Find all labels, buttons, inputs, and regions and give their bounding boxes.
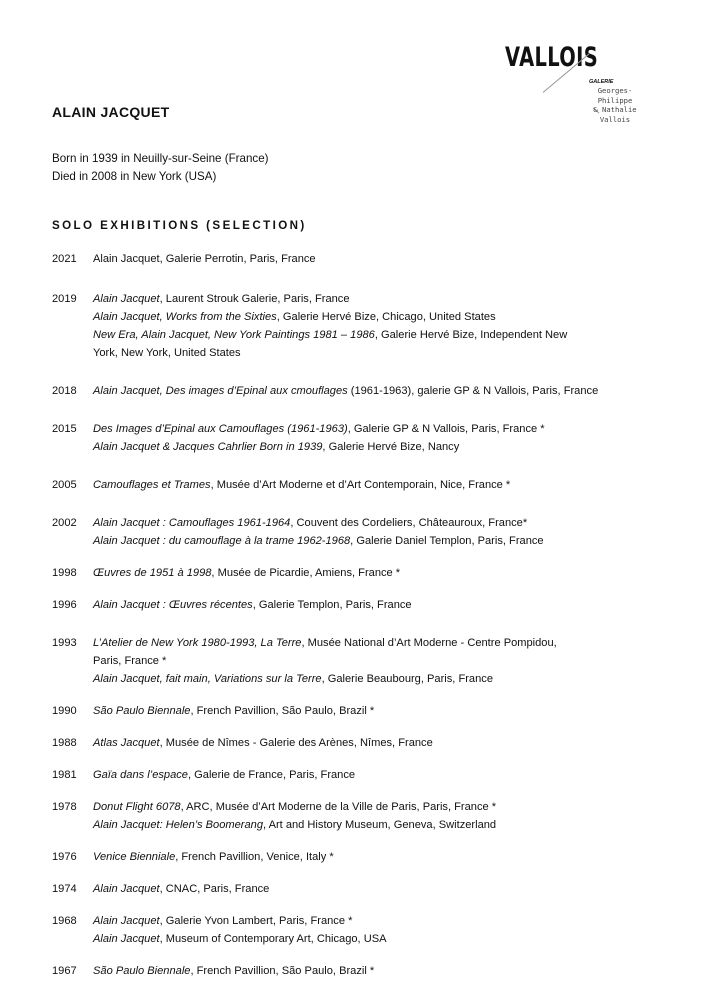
exhibition-title: Alain Jacquet (93, 293, 160, 305)
exhibition-line (93, 290, 672, 308)
exhibition-entry (52, 382, 672, 400)
exhibition-title: Alain Jacquet (93, 933, 160, 945)
exhibition-venue: , Musée de Nîmes - Galerie des Arènes, Nîmes, France (159, 737, 433, 749)
exhibition-line (93, 476, 672, 494)
exhibition-entry (52, 912, 672, 948)
exhibition-lines (93, 564, 672, 582)
exhibition-venue: , Laurent Strouk Galerie, Paris, France (159, 293, 350, 305)
exhibition-entry (52, 596, 672, 614)
exhibition-venue: , CNAC, Paris, France (159, 883, 270, 895)
exhibition-line (93, 532, 672, 550)
exhibition-venue: , French Pavillion, São Paulo, Brazil * (190, 965, 375, 977)
exhibition-title: New Era, Alain Jacquet, New York Paintings 1981 – 1986 (93, 329, 375, 341)
exhibition-line (93, 326, 672, 344)
exhibition-lines (93, 476, 672, 494)
logo-line: Georges-Philippe (597, 86, 633, 105)
exhibition-line (93, 930, 672, 948)
exhibition-venue: , Galerie Beaubourg, Paris, France (321, 673, 493, 685)
exhibition-venue: , Musée de Picardie, Amiens, France * (211, 567, 401, 579)
exhibition-venue: York, New York, United States (93, 347, 241, 359)
exhibition-year: 2018 (52, 385, 77, 397)
exhibition-venue: , ARC, Musée d’Art Moderne de la Ville de Paris, Paris, France * (180, 801, 497, 813)
exhibition-entry (52, 880, 672, 898)
exhibition-entry (52, 766, 672, 784)
exhibition-venue: (1961-1963), galerie GP & N Vallois, Paris, France (347, 385, 599, 397)
exhibition-venue: , French Pavillion, Venice, Italy * (175, 851, 334, 863)
exhibition-line (93, 250, 672, 268)
exhibition-line (93, 438, 672, 456)
exhibition-title: Des Images d’Epinal aux Camouflages (1961-1963) (93, 423, 348, 435)
exhibition-lines (93, 634, 672, 688)
exhibition-venue: , Galerie Templon, Paris, France (252, 599, 412, 611)
logo-galerie: GALERIE (589, 79, 614, 85)
exhibition-line (93, 798, 672, 816)
exhibition-lines (93, 798, 672, 834)
exhibition-line (93, 344, 672, 362)
exhibition-title: São Paulo Biennale (93, 965, 191, 977)
exhibition-line (93, 634, 672, 652)
exhibition-year: 1978 (52, 801, 77, 813)
exhibition-lines (93, 250, 672, 268)
exhibition-title: Camouflages et Trames (93, 479, 211, 491)
exhibition-year: 2005 (52, 479, 77, 491)
exhibition-title: Alain Jacquet : Camouflages 1961-1964 (93, 517, 291, 529)
logo-gallery-names (585, 86, 645, 124)
exhibition-year: 2015 (52, 423, 77, 435)
logo-line: & Nathalie (593, 105, 637, 114)
exhibition-venue: , French Pavillion, São Paulo, Brazil * (190, 705, 375, 717)
exhibition-venue: Alain Jacquet, Galerie Perrotin, Paris, France (93, 253, 316, 265)
exhibition-year: 2021 (52, 253, 77, 265)
exhibition-title: Alain Jacquet : du camouflage à la trame 1962-1968 (93, 535, 351, 547)
exhibition-title: Venice Bienniale (93, 851, 176, 863)
exhibition-line (93, 420, 672, 438)
exhibition-line (93, 766, 672, 784)
exhibition-year: 1976 (52, 851, 77, 863)
exhibition-lines (93, 880, 672, 898)
exhibition-lines (93, 766, 672, 784)
exhibition-lines (93, 290, 672, 362)
gallery-logo (505, 42, 635, 122)
exhibition-list (52, 250, 672, 980)
exhibition-line (93, 308, 672, 326)
exhibition-year: 1998 (52, 567, 77, 579)
exhibition-year: 1990 (52, 705, 77, 717)
exhibition-title: São Paulo Biennale (93, 705, 191, 717)
exhibition-title: Alain Jacquet (93, 883, 160, 895)
exhibition-year: 1993 (52, 637, 77, 649)
exhibition-year: 2002 (52, 517, 77, 529)
artist-name: ALAIN JACQUET (52, 104, 170, 120)
exhibition-line (93, 382, 672, 400)
exhibition-title: Alain Jacquet, Des images d’Epinal aux cmouflages (93, 385, 348, 397)
exhibition-venue: , Couvent des Cordeliers, Châteauroux, France* (290, 517, 528, 529)
exhibition-entry (52, 514, 672, 550)
exhibition-title: Alain Jacquet (93, 915, 160, 927)
exhibition-line (93, 848, 672, 866)
exhibition-year: 1974 (52, 883, 77, 895)
exhibition-venue: , Musée d’Art Moderne et d’Art Contemporain, Nice, France * (210, 479, 511, 491)
exhibition-year: 1996 (52, 599, 77, 611)
exhibition-title: Gaïa dans l’espace (93, 769, 188, 781)
exhibition-line (93, 962, 672, 980)
exhibition-title: Atlas Jacquet (93, 737, 160, 749)
exhibition-venue: , Museum of Contemporary Art, Chicago, USA (159, 933, 387, 945)
exhibition-venue: , Galerie Hervé Bize, Nancy (322, 441, 460, 453)
logo-brand: VALLOIS (505, 42, 599, 73)
exhibition-lines (93, 514, 672, 550)
exhibition-entry (52, 962, 672, 980)
exhibition-venue: , Galerie Yvon Lambert, Paris, France * (159, 915, 353, 927)
exhibition-title: Alain Jacquet, Works from the Sixties (93, 311, 277, 323)
exhibition-lines (93, 962, 672, 980)
exhibition-venue: , Galerie Hervé Bize, Independent New (374, 329, 568, 341)
exhibition-lines (93, 382, 672, 400)
exhibition-line (93, 734, 672, 752)
exhibition-venue: , Musée National d’Art Moderne - Centre Pompidou, (301, 637, 557, 649)
exhibition-entry (52, 734, 672, 752)
exhibition-line (93, 514, 672, 532)
exhibition-entry (52, 250, 672, 268)
exhibition-lines (93, 420, 672, 456)
exhibition-venue: , Galerie Daniel Templon, Paris, France (350, 535, 544, 547)
exhibition-entry (52, 290, 672, 362)
exhibition-entry (52, 798, 672, 834)
exhibition-venue: , Galerie de France, Paris, France (187, 769, 356, 781)
exhibition-title: Alain Jacquet: Helen’s Boomerang (93, 819, 264, 831)
exhibition-title: Donut Flight 6078 (93, 801, 181, 813)
exhibition-venue: , Galerie GP & N Vallois, Paris, France * (347, 423, 545, 435)
exhibition-lines (93, 734, 672, 752)
exhibition-title: Alain Jacquet : Œuvres récentes (93, 599, 253, 611)
exhibition-title: L’Atelier de New York 1980-1993, La Terre (93, 637, 302, 649)
exhibition-entry (52, 702, 672, 720)
exhibition-year: 1967 (52, 965, 77, 977)
exhibition-entry (52, 634, 672, 688)
exhibition-entry (52, 564, 672, 582)
death-info: Died in 2008 in New York (USA) (52, 170, 217, 183)
exhibition-line (93, 652, 672, 670)
exhibition-lines (93, 702, 672, 720)
exhibition-venue: , Galerie Hervé Bize, Chicago, United States (276, 311, 496, 323)
exhibition-entry (52, 476, 672, 494)
exhibition-title: Alain Jacquet & Jacques Cahrlier Born in 1939 (93, 441, 323, 453)
logo-line: Vallois (599, 114, 631, 124)
exhibition-year: 1988 (52, 737, 77, 749)
exhibition-title: Œuvres de 1951 à 1998 (93, 567, 212, 579)
exhibition-line (93, 564, 672, 582)
exhibition-line (93, 702, 672, 720)
exhibition-line (93, 670, 672, 688)
exhibition-year: 1981 (52, 769, 77, 781)
exhibition-line (93, 880, 672, 898)
exhibition-year: 1968 (52, 915, 77, 927)
exhibition-lines (93, 848, 672, 866)
birth-info: Born in 1939 in Neuilly-sur-Seine (France) (52, 152, 269, 165)
exhibition-venue: , Art and History Museum, Geneva, Switzerland (263, 819, 497, 831)
exhibition-venue: Paris, France * (93, 655, 167, 667)
exhibition-lines (93, 596, 672, 614)
exhibition-entry (52, 848, 672, 866)
exhibition-title: Alain Jacquet, fait main, Variations sur la Terre (93, 673, 322, 685)
exhibition-entry (52, 420, 672, 456)
exhibition-line (93, 596, 672, 614)
section-title: SOLO EXHIBITIONS (SELECTION) (52, 219, 307, 232)
exhibition-lines (93, 912, 672, 948)
exhibition-line (93, 912, 672, 930)
exhibition-year: 2019 (52, 293, 77, 305)
exhibition-line (93, 816, 672, 834)
artist-bio (52, 150, 269, 186)
